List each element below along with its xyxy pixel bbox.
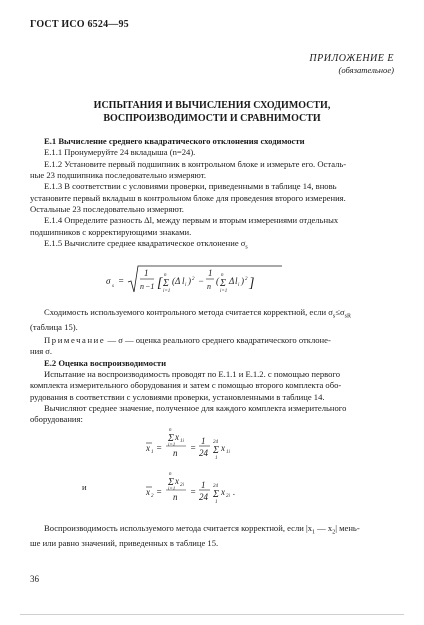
paragraph-e1-4a: Е.1.4 Определите разность Δl, между первым и вторым измерениями отдельных [44,215,339,226]
svg-text:=: = [156,487,163,497]
paragraph-e1-3a: Е.1.3 В соответствии с условиями проверки, приведенными в таблице 14, вновь [44,181,337,192]
final-line-2: ше или равно значений, приведенных в таблице 15. [30,537,219,548]
final-line-1 [30,523,394,538]
formula-mean-x2-svg [144,468,294,508]
svg-text:=: = [156,443,163,453]
and-connector: и [82,482,87,492]
svg-text:n: n [164,273,167,278]
svg-text:Σ: Σ [213,489,219,500]
svg-text:.: . [233,487,236,497]
svg-text:Δ: Δ [229,276,235,286]
convergence-text-b: ≤σ [335,307,345,317]
svg-text:n: n [169,472,172,477]
svg-text:(Δ: (Δ [172,276,181,286]
svg-text:n: n [173,448,178,458]
formula-mean-x2 [144,468,294,508]
paragraph-e1-4b: подшипников с корректирующими знаками. [30,226,192,237]
svg-text:−: − [198,276,205,286]
paragraph-e1-3b: установите первый вкладыш в контрольном блоке для проведения второго измерения. [30,192,346,203]
formula-mean-x1 [144,424,294,464]
convergence-line-1 [30,307,394,322]
formula-mean-x1-svg [144,424,294,464]
svg-text:Σ: Σ [168,477,174,488]
title-line-1: ИСПЫТАНИЯ И ВЫЧИСЛЕНИЯ СХОДИМОСТИ, [93,100,331,111]
note-label: Примечание [44,334,106,345]
svg-text:=: = [190,487,197,497]
section-e1-heading: Е.1 Вычисление среднего квадратического отклонения сходимости [44,136,305,146]
svg-text:x: x [146,443,150,453]
appendix-title: ПРИЛОЖЕНИЕ Е [309,53,394,64]
paragraph-e1-5-text: Е.1.5 Вычислите среднее квадратическое отклонение σ [44,238,246,249]
svg-text:1i: 1i [226,450,230,455]
svg-text:1: 1 [215,456,218,461]
svg-text:Σ: Σ [220,278,226,289]
svg-text:2i: 2i [180,483,184,488]
section-e1 [30,136,394,253]
svg-text:x: x [175,476,179,486]
final-text-c: | мень- [335,523,360,533]
svg-text:n: n [221,273,224,278]
svg-text:i=1: i=1 [168,487,176,492]
svg-text:i=1: i=1 [168,443,176,448]
svg-text:Σ: Σ [168,433,174,444]
section-e1-conclusion [30,307,394,426]
svg-text:[: [ [157,276,163,291]
svg-text:i=1: i=1 [220,289,228,294]
page-title [30,100,394,125]
paragraph-e2-d: Вычисляют среднее значение, полученное для каждого комплекта измерительного [44,403,347,414]
section-e2-heading: Е.2 Оценка воспроизводимости [44,357,167,368]
final-sub-2: 2 [332,529,336,536]
final-text-a: Воспроизводимость используемого метода считается корректной, если |x [44,523,313,533]
svg-text:1: 1 [201,480,206,490]
svg-text:s: s [112,284,114,289]
svg-text:l: l [182,276,185,286]
svg-text:2: 2 [192,277,195,282]
svg-text:24: 24 [213,440,218,445]
paragraph-e1-2a: Е.1.2 Установите первый подшипник в контрольном блоке и измерьте его. Осталь- [44,158,347,169]
svg-text:x: x [146,487,150,497]
sigma-subscript: s [245,244,248,251]
convergence-line-2: (таблица 15). [30,321,78,332]
svg-text:1: 1 [201,436,206,446]
formula-sigma [104,262,284,302]
svg-text:24: 24 [213,484,218,489]
svg-text:=: = [118,276,125,286]
svg-text:1: 1 [215,500,218,505]
note-text: — σ — оценка реального среднего квадратического отклоне- [105,334,331,345]
svg-text:24: 24 [199,448,208,458]
formula-sigma-svg [104,262,284,302]
svg-text:1: 1 [144,268,149,278]
paragraph-e2-e: оборудования: [30,414,83,425]
svg-text:l: l [235,276,238,286]
convergence-sub-s: s [332,313,336,320]
svg-text:n: n [207,282,211,291]
convergence-text-a: Сходимость используемого контрольного метода считается корректной, если σ [44,307,333,317]
page-number: 36 [30,574,39,584]
final-text-b: — x [315,523,333,533]
svg-text:]: ] [249,276,255,291]
svg-text:x: x [221,443,225,453]
svg-text:1: 1 [151,450,154,455]
final-paragraph [30,523,394,549]
svg-text:): ) [241,276,244,286]
svg-text:n: n [173,492,178,502]
svg-text:n: n [169,428,172,433]
svg-text:Σ: Σ [163,278,169,289]
svg-text:i=1: i=1 [163,289,171,294]
svg-text:24: 24 [199,492,208,502]
svg-text:x: x [175,432,179,442]
svg-text:σ: σ [106,276,111,286]
appendix-label [309,52,394,77]
svg-text:n: n [140,282,144,291]
svg-text:): ) [188,276,191,286]
svg-text:1: 1 [208,268,213,278]
svg-text:1i: 1i [180,439,184,444]
svg-text:2: 2 [151,494,154,499]
svg-text:x: x [221,487,225,497]
paragraph-e1-1: Е.1.1 Пронумеруйте 24 вкладыша (n=24). [44,147,196,158]
paragraph-e1-3c: Остальные 23 последовательно измеряют. [30,204,184,215]
paragraph-e1-2b: ные 23 подшипника последовательно измеряют. [30,170,206,181]
convergence-sub-sr: sR [344,313,351,320]
svg-text:2i: 2i [226,494,230,499]
svg-text:i: i [238,283,240,288]
final-sub-1: 1 [312,529,316,536]
standard-header: ГОСТ ИСО 6524—95 [30,19,129,30]
svg-text:=: = [190,443,197,453]
svg-text:i: i [185,283,187,288]
paragraph-e2-c: рудования в соответствии с условиями проверки, установленными в таблице 14. [30,391,325,402]
svg-text:Σ: Σ [213,445,219,456]
svg-text:−1: −1 [145,282,155,291]
appendix-status: (обязательное) [338,65,394,76]
svg-text:2: 2 [245,277,248,282]
paragraph-e2-b: комплекта измерительного оборудования и затем с помощью второго комплекта обо- [30,380,342,391]
svg-text:(: ( [216,276,219,286]
title-line-2: ВОСПРОИЗВОДИМОСТИ И СРАВНИМОСТИ [103,112,321,124]
note-text-2: ния σ. [30,346,53,357]
paragraph-e1-5 [30,238,394,253]
note [30,335,394,346]
paragraph-e2-a: Испытание на воспроизводимость проводят по Е.1.1 и Е.1.2. с помощью первого [44,369,341,379]
bottom-divider [20,614,404,615]
